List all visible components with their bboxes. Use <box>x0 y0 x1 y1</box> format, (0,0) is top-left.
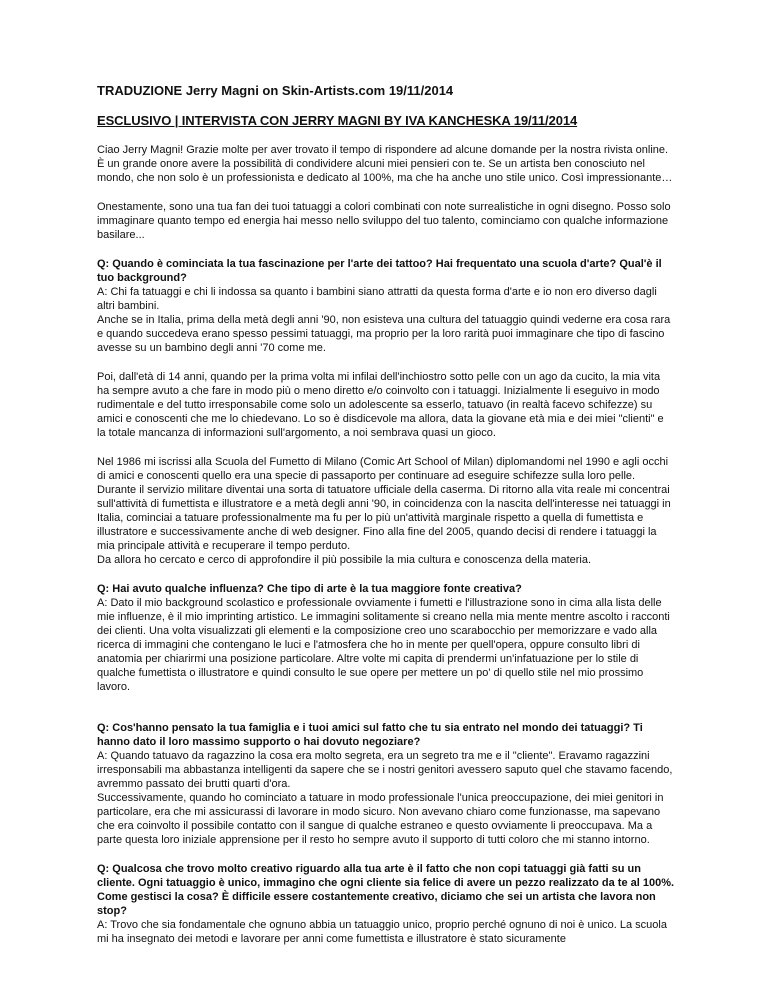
qa-block-2 <box>97 582 675 694</box>
document-title: TRADUZIONE Jerry Magni on Skin-Artists.com 19/11/2014 <box>97 83 454 98</box>
answer-1-part-1: A: Chi fa tatuaggi e chi li indossa sa quanto i bambini siano attratti da questa forma d'arte e io non ero diverso dagli altri bambini. <box>97 286 657 312</box>
answer-2: A: Dato il mio background scolastico e professionale ovviamente i fumetti e l'illustrazione sono in cima alla lista delle mie influenze, è il mio imprinting artistico. Le immagini solitamente si creano nella mia mente mentre ascolto i racconti dei clienti. Una volta visualizzati gli elementi e la composizione creo uno scarabocchio per memorizzare e vado alla ricerca di immagini che contengano le luci e l'atmosfera che ho in mente per quell'opera, oppure consulto libri di anatomia per chiarirmi una posizione particolare. Altre volte mi capita di prendermi un'infatuazione per lo stile di qualche fumettista o illustratore e quindi consulto le sue opere per mettere un po' di quello stile nel mio prossimo lavoro. <box>97 597 670 693</box>
answer-1-paragraph-3: Poi, dall'età di 14 anni, quando per la prima volta mi infilai dell'inchiostro sotto pelle con un ago da cucito, la mia vita ha sempre avuto a che fare in modo più o meno diretto e/o coinvolto con i tatuaggi. Inizialmente li eseguivo in modo rudimentale e del tutto irresponsabile come solo un adolescente sa esserlo, tatuavo (in realtà facevo schifezze) su amici e conoscenti che me lo chiedevano. Lo so è disdicevole ma allora, data la giovane età mia e dei miei "clienti" e la totale mancanza di informazioni sull'argomento, a noi sembrava quasi un gioco. <box>97 371 664 439</box>
answer-1-paragraph-4 <box>97 455 675 567</box>
qa-block-1 <box>97 257 675 355</box>
answer-4: A: Trovo che sia fondamentale che ognuno abbia un tatuaggio unico, proprio perché ognuno di noi è unico. La scuola mi ha insegnato dei metodi e lavorare per anni come fumettista e illustratore è stato sicuramente <box>97 919 667 945</box>
qa-block-4 <box>97 862 675 946</box>
question-1: Q: Quando è cominciata la tua fascinazione per l'arte dei tattoo? Hai frequentato una scuola d'arte? Qual'è il tuo background? <box>97 258 662 284</box>
question-4: Q: Qualcosa che trovo molto creativo riguardo alla tua arte è il fatto che non copi tatuaggi già fatti su un cliente. Ogni tatuaggio è unico, immagino che ogni cliente sia felice di avere un pezzo realizzato da te al 100%. Come gestisci la cosa? È difficile essere costantemente creativo, diciamo che sei un artista che lavora non stop? <box>97 863 675 917</box>
question-3: Q: Cos'hanno pensato la tua famiglia e i tuoi amici sul fatto che tu sia entrato nel mondo dei tatuaggi? Ti hanno dato il loro massimo supporto o hai dovuto negoziare? <box>97 722 643 748</box>
intro-paragraph-2: Onestamente, sono una tua fan dei tuoi tatuaggi a colori combinati con note surrealistiche in ogni disegno. Posso solo immaginare quanto tempo ed energia hai messo nello sviluppo del tuo talento, cominciamo con qualche informazione basilare... <box>97 201 671 241</box>
document-page <box>97 82 675 961</box>
answer-3-part-1: A: Quando tatuavo da ragazzino la cosa era molto segreta, era un segreto tra me e il "cliente". Eravamo ragazzini irresponsabili ma abbastanza intelligenti da sapere che se i nostri genitori avessero saputo quel che stavamo facendo, avremmo passato dei brutti quarti d'ora. <box>97 750 673 790</box>
answer-3-part-2: Successivamente, quando ho cominciato a tatuare in modo professionale l'unica preoccupazione, dei miei genitori in particolare, era che mi assicurassi di lavorare in modo sicuro. Non avevano chiaro come funzionasse, ma sapevano che era coinvolto il possibile contatto con il sangue di qualche estraneo e questo ovviamente li preoccupava. Ma a parte questa loro iniziale apprensione per il resto ho sempre avuto il supporto di tutti coloro che mi stanno intorno. <box>97 792 664 846</box>
answer-1-part-2: Anche se in Italia, prima della metà degli anni '90, non esisteva una cultura del tatuaggio quindi vederne era cosa rara e quando succedeva erano spesso pessimi tatuaggi, ma proprio per la loro rarità puoi immaginare che tipo di fascino avesse su un bambino degli anni '70 come me. <box>97 314 671 354</box>
answer-1-part-4: Nel 1986 mi iscrissi alla Scuola del Fumetto di Milano (Comic Art School of Milan) diplomandomi nel 1990 e agli occhi di amici e conoscenti quello era una specie di passaporto per continuare ad eseguire schifezze sulla loro pelle. Durante il servizio militare diventai una sorta di tatuatore ufficiale della caserma. Di ritorno alla vita reale mi concentrai sull'attività di fumettista e illustratore e a metà degli anni '90, in coincidenza con la nascita dell'interesse nei tatuaggi in Italia, cominciai a tatuare professionalmente ma fu per lo più un'attività marginale rispetto a quella di fumettista e illustratore e successivamente anche di web designer. Fino alla fine del 2005, quando decisi di rendere i tatuaggi la mia principale attività e recuperare il tempo perduto. <box>97 456 671 552</box>
answer-1-part-5: Da allora ho cercato e cerco di approfondire il più possibile la mia cultura e conoscenza della materia. <box>97 554 592 566</box>
qa-block-3 <box>97 721 675 847</box>
question-2: Q: Hai avuto qualche influenza? Che tipo di arte è la tua maggiore fonte creativa? <box>97 583 522 595</box>
intro-paragraph-1: Ciao Jerry Magni! Grazie molte per aver trovato il tempo di rispondere ad alcune domande per la nostra rivista online. È un grande onore avere la possibilità di condividere alcuni miei pensieri con te. Se un artista ben conosciuto nel mondo, che non solo è un professionista e dedicato al 100%, ma che ha anche uno stile unico. Così impressionante… <box>97 144 673 184</box>
interview-heading: ESCLUSIVO | INTERVISTA CON JERRY MAGNI BY IVA KANCHESKA 19/11/2014 <box>97 113 578 128</box>
